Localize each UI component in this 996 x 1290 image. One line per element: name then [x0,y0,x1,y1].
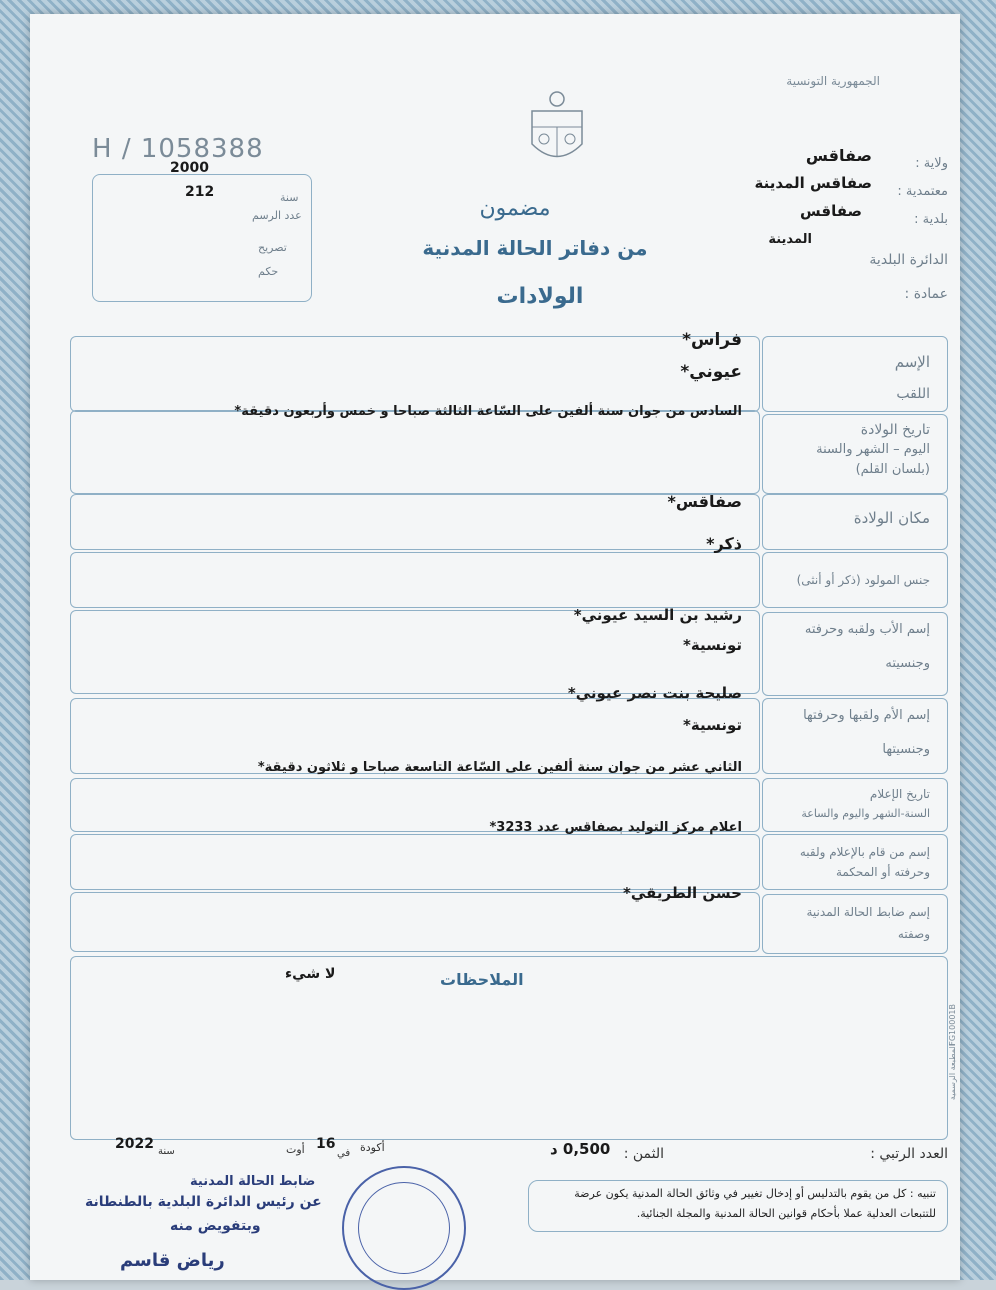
mother-value: صليحة بنت نصر عيوني* [567,684,742,702]
city-name: أكودة [360,1141,385,1154]
wilaya-value: صفاقس [805,146,872,165]
date-in-label: في [337,1148,351,1159]
mother-nationality-value: تونسية* [683,716,742,734]
register-number-label: عدد الرسم [252,209,302,222]
remarks-value: لا شيء [285,966,336,982]
father-nationality-value: تونسية* [683,636,742,654]
circuit-value: المدينة [768,232,812,247]
register-year-label: سنة [280,191,299,204]
serial-label: العدد الرتبي : [870,1146,948,1162]
row-sex-value-box [70,552,760,608]
title-line1: مضمون [479,196,551,221]
declaration-date-value: الثاني عشر من جوان سنة ألفين على السّاعة التاسعة صباحا و ثلاثون دقيقة* [257,760,742,775]
father-label: إسم الأب ولقبه وحرفته [804,622,930,637]
officer-value: حسن الطريقي* [623,884,742,902]
circuit-label: الدائرة البلدية [869,252,948,268]
birthplace-value: صفاقس* [667,492,742,511]
row-birthdate-value-box [70,410,760,494]
register-number-value: 212 [185,184,215,200]
last-name-value: عيوني* [680,362,742,382]
warning-text: تنبيه : كل من يقوم بالتدليس أو إدخال تغيير في وثائق الحالة المدنية يكون عرضة للتتبعات العدلية عملا بأحكام قوانين الحالة المدنية والمجلة الجنائية. [574,1187,936,1220]
declarant-value: اعلام مركز التوليد بصفاقس عدد 3233* [489,820,742,835]
official-stamp [342,1166,466,1290]
officer-label: إسم ضابط الحالة المدنية [806,905,930,919]
mother-nationality-label: وجنسيتها [882,742,930,757]
baladia-label: بلدية : [914,212,948,227]
declarant-sub-label: وحرفته أو المحكمة [835,865,930,879]
officer-signature-name: رياض قاسم [120,1250,225,1271]
row-name-value-box [70,336,760,412]
last-name-label: اللقب [896,386,930,402]
motamadia-value: صفاقس المدينة [754,174,872,192]
section-title: الولادات [496,284,584,309]
officer-title: ضابط الحالة المدنية [190,1174,316,1189]
sex-label: جنس المولود (ذكر أو أنثى) [796,573,930,587]
tunisia-emblem-icon [512,89,602,173]
officer-line2: عن رئيس الدائرة البلدية بالطنطانة [85,1194,322,1210]
father-nationality-label: وجنسيته [885,656,930,671]
birthdate-value: السادس من جوان سنة ألفين على السّاعة الثالثة صباحا و خمس وأربعون دقيقة* [234,404,742,419]
wilaya-label: ولاية : [915,156,948,171]
officer-line3: وبتفويض منه [170,1218,261,1234]
father-value: رشيد بن السيد عيوني* [573,606,742,624]
country-name: الجمهورية التونسية [786,74,880,88]
price-label: الثمن : [623,1146,664,1162]
price-value: 0,500 د [550,1140,611,1158]
serial-number: H / 1058388 [92,134,264,164]
register-year-value: 2000 [170,160,209,176]
date-day: 16 [316,1136,336,1152]
officer-sub-label: وصفته [897,927,930,941]
first-name-label: الإسم [894,353,930,371]
declarant-label: إسم من قام بالإعلام ولقبه [799,845,930,859]
birth-certificate-document [30,14,960,1280]
baladia-value: صفاقس [800,202,862,220]
birthdate-sub-label: اليوم – الشهر والسنة [816,442,930,457]
date-year: 2022 [115,1136,154,1152]
motamadia-label: معتمدية : [897,184,948,199]
sex-value: ذكر* [706,534,742,553]
declaration-date-sub-label: السنة-الشهر واليوم والساعة [801,807,930,820]
date-year-label: سنة [158,1146,175,1157]
title-line2: من دفاتر الحالة المدنية [422,236,648,260]
birthplace-label: مكان الولادة [853,509,930,527]
birthdate-note-label: (بلسان القلم) [855,462,930,477]
mother-label: إسم الأم ولقبها وحرفتها [803,708,930,723]
judgment-label: حكم [258,265,279,278]
birthdate-label: تاريخ الولادة [860,422,930,438]
declaration-date-label: تاريخ الإعلام [869,787,930,801]
side-code: FG10001B [948,1004,957,1046]
side-print: المطبعة الرسمية [948,1044,957,1101]
row-declarant-value-box [70,834,760,890]
row-birthplace-value-box [70,494,760,550]
first-name-value: فراس* [682,330,742,350]
date-month: أوت [286,1143,305,1156]
declaration-label: تصريح [258,241,287,254]
omada-label: عمادة : [904,286,948,302]
remarks-label: الملاحظات [440,970,524,989]
